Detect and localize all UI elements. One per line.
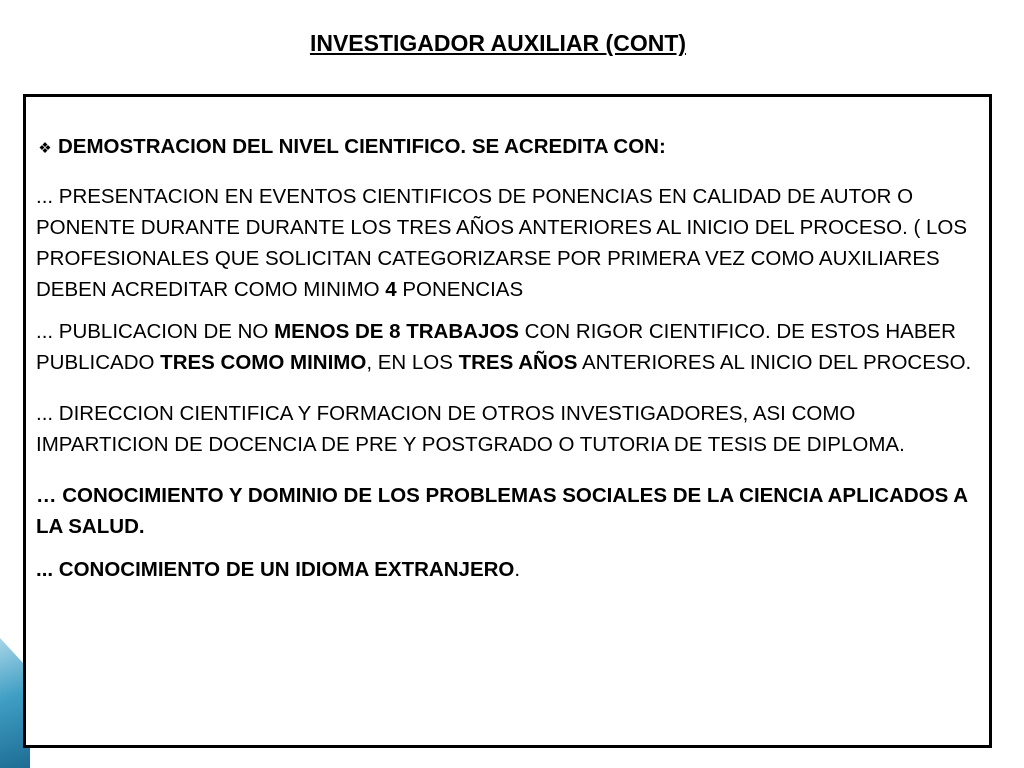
content-box	[23, 94, 992, 748]
item3-text: ... DIRECCION CIENTIFICA Y FORMACION DE OTROS INVESTIGADORES, ASI COMO IMPARTICION DE DOCENCIA DE PRE Y POSTGRADO O TUTORIA DE TESIS DE DIPLOMA.	[36, 402, 905, 456]
item2-text-c: , EN LOS	[366, 351, 459, 374]
item2-bold-c: TRES AÑOS	[458, 351, 578, 374]
section-heading-text: DEMOSTRACION DEL NIVEL CIENTIFICO. SE ACREDITA CON:	[58, 135, 666, 158]
item2-text-a: ... PUBLICACION DE NO	[36, 320, 275, 343]
item2-bold-b: TRES COMO MINIMO	[160, 351, 367, 374]
requirement-conocimiento-problemas	[36, 480, 981, 542]
item5-text: ... CONOCIMIENTO DE UN IDIOMA EXTRANJERO	[36, 558, 515, 581]
requirement-presentaciones	[36, 181, 981, 305]
section-heading	[36, 131, 981, 164]
item1-text-a: ... PRESENTACION EN EVENTOS CIENTIFICOS DE PONENCIAS EN CALIDAD DE AUTOR O PONENTE DURANTE DURANTE LOS TRES AÑOS ANTERIORES AL INICIO DEL PROCESO. ( LOS PROFESIONALES QUE SOLICITAN CATEGORIZARSE POR PRIMERA VEZ COMO AUXILIARES DEBEN ACREDITAR COMO MINIMO	[36, 185, 968, 301]
item2-text-d: ANTERIORES AL INICIO DEL PROCESO.	[577, 351, 972, 374]
requirement-direccion	[36, 398, 981, 460]
item1-text-b: PONENCIAS	[396, 278, 524, 301]
item1-bold-a: 4	[385, 278, 397, 301]
item5-suffix: .	[514, 558, 521, 581]
item2-bold-a: MENOS DE 8 TRABAJOS	[274, 320, 519, 343]
item4-text: … CONOCIMIENTO Y DOMINIO DE LOS PROBLEMAS SOCIALES DE LA CIENCIA APLICADOS A LA SALUD.	[36, 484, 968, 538]
requirement-idioma	[36, 554, 981, 585]
content-body	[36, 131, 981, 585]
slide-title: INVESTIGADOR AUXILIAR (CONT)	[309, 30, 687, 56]
requirement-publicaciones	[36, 316, 981, 378]
diamond-bullet-icon: ❖	[38, 140, 52, 157]
item2-text-b: CON RIGOR CIENTIFICO. DE ESTOS HABER PUBLICADO	[36, 320, 956, 374]
